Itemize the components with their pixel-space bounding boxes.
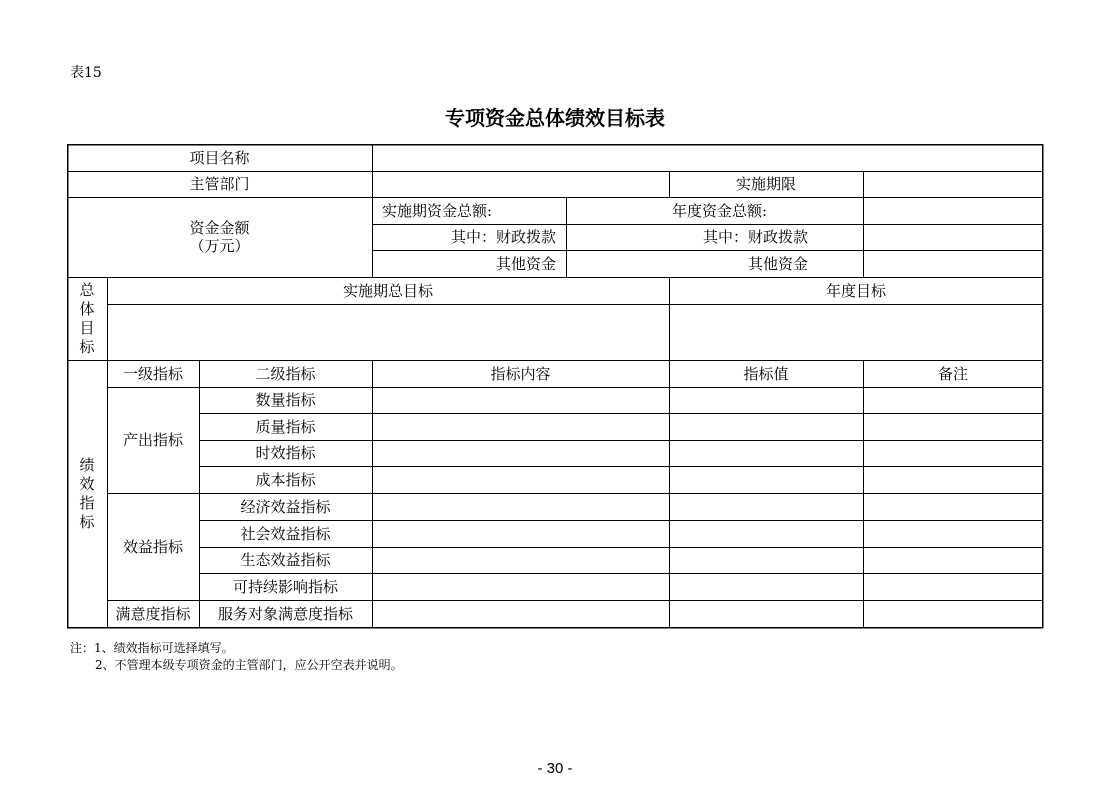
period-goal-header: 实施期总目标 bbox=[342, 281, 433, 300]
benefit-group-label: 效益指标 bbox=[122, 537, 183, 556]
page-title: 专项资金总体绩效目标表 bbox=[445, 106, 665, 130]
annual-total-funds-label: 年度资金总额: bbox=[672, 201, 768, 220]
project-name-label: 项目名称 bbox=[189, 148, 250, 167]
annual-fiscal-label: 其中：财政拨款 bbox=[702, 228, 808, 246]
page-number: - 30 - bbox=[537, 760, 573, 777]
side-char: 效 bbox=[79, 475, 95, 493]
side-char: 指 bbox=[79, 494, 95, 512]
sustainability-indicator: 可持续影响指标 bbox=[232, 577, 338, 596]
side-char: 标 bbox=[79, 513, 95, 531]
department-label: 主管部门 bbox=[189, 175, 250, 193]
funds-unit: （万元） bbox=[189, 237, 250, 255]
note-2: 2、不管理本级专项资金的主管部门，应公开空表并说明。 bbox=[95, 658, 403, 672]
overall-goal-side-label bbox=[67, 277, 107, 360]
funds-amount-label bbox=[67, 197, 372, 277]
annual-other-funds-label: 其他资金 bbox=[747, 254, 808, 273]
output-group-label: 产出指标 bbox=[122, 431, 183, 449]
economic-benefit-indicator: 经济效益指标 bbox=[240, 497, 331, 516]
annual-goal-header: 年度目标 bbox=[825, 281, 886, 300]
satisfaction-group-label: 满意度指标 bbox=[115, 605, 191, 623]
side-char: 总 bbox=[79, 280, 95, 299]
content-header: 指标内容 bbox=[490, 364, 551, 383]
quantity-indicator: 数量指标 bbox=[255, 391, 316, 409]
funds-label: 资金金额 bbox=[189, 219, 250, 237]
footnotes bbox=[70, 640, 403, 674]
table-number: 表15 bbox=[70, 65, 102, 81]
period-total-funds-label: 实施期资金总额: bbox=[382, 201, 493, 220]
side-char: 体 bbox=[79, 299, 95, 318]
ecological-benefit-indicator: 生态效益指标 bbox=[240, 551, 331, 569]
period-fiscal-label: 其中：财政拨款 bbox=[450, 228, 556, 246]
timeliness-indicator: 时效指标 bbox=[255, 444, 316, 462]
side-char: 标 bbox=[79, 337, 95, 356]
period-label: 实施期限 bbox=[735, 175, 796, 193]
cost-indicator: 成本指标 bbox=[255, 470, 316, 489]
note-1: 注：1、绩效指标可选择填写。 bbox=[70, 641, 234, 655]
side-char: 绩 bbox=[79, 456, 95, 474]
remark-header: 备注 bbox=[937, 364, 968, 383]
service-satisfaction-indicator: 服务对象满意度指标 bbox=[217, 605, 353, 623]
performance-side-label bbox=[67, 360, 107, 628]
quality-indicator: 质量指标 bbox=[255, 417, 316, 436]
level2-header: 二级指标 bbox=[255, 364, 316, 383]
side-char: 目 bbox=[79, 318, 95, 337]
social-benefit-indicator: 社会效益指标 bbox=[240, 524, 331, 543]
level1-header: 一级指标 bbox=[122, 364, 183, 383]
period-other-funds-label: 其他资金 bbox=[495, 254, 556, 273]
value-header: 指标值 bbox=[743, 364, 789, 383]
